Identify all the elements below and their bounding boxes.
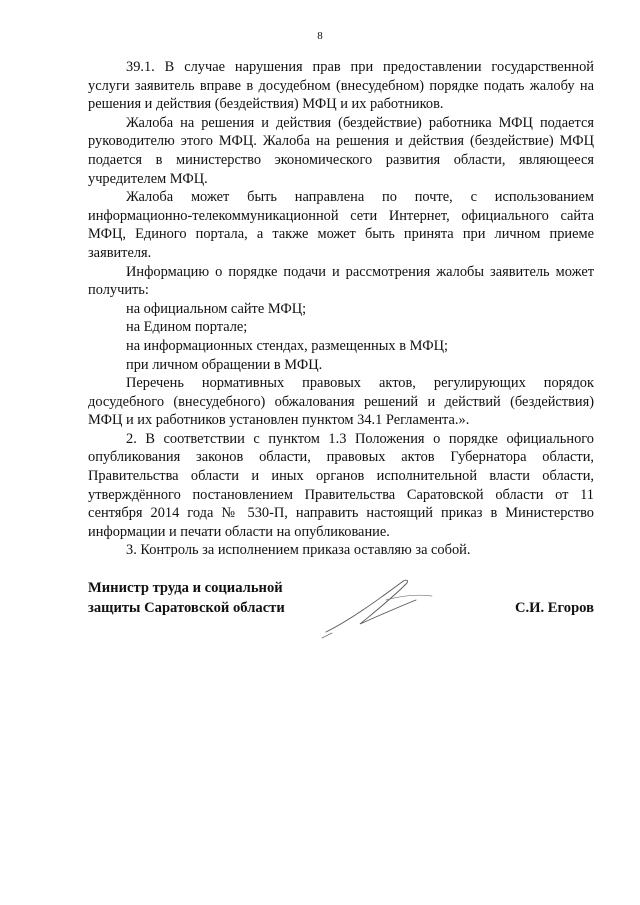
paragraph-39-1: 39.1. В случае нарушения прав при предоставлении государственной услуги заявитель вправе в досудебном (внесудебном) порядке подать жалобу на решения и действия (бездействия) МФЦ и их работников. (88, 59, 594, 113)
signatory-title (88, 578, 285, 618)
paragraph-control: 3. Контроль за исполнением приказа оставляю за собой. (126, 542, 471, 559)
signatory-title-line-1: Министр труда и социальной (88, 580, 283, 596)
paragraph-complaint-channels: Жалоба может быть направлена по почте, с использованием информационно-телекоммуникационной сети Интернет, официального сайта МФЦ, Единого портала, а также может быть принята при личном приеме заявителя. (88, 189, 594, 261)
list-item-official-site: на официальном сайте МФЦ; (126, 300, 307, 317)
paragraph-normative-acts: Перечень нормативных правовых актов, регулирующих порядок досудебного (внесудебного) обжалования решений и действий (бездействия) МФЦ и их работников установлен пунктом 34.1 Регламента.». (88, 375, 594, 429)
list-item-personal-visit: при личном обращении в МФЦ. (126, 356, 323, 373)
list-item-info-stands: на информационных стендах, размещенных в МФЦ; (126, 337, 448, 354)
paragraph-publication-order: 2. В соответствии с пунктом 1.3 Положения о порядке официального опубликования законов области, правовых актов Губернатора области, Правительства области и иных органов исполнительной власти области, утверждённого постановлением Правительства Саратовской области от 11 сентября 2014 года № 530-П, направить настоящий приказ в Министерство информации и печати области на опубликование. (88, 430, 594, 540)
list-item-unified-portal: на Едином портале; (126, 319, 248, 336)
paragraph-complaint-employee: Жалоба на решения и действия (бездействие) работника МФЦ подается руководителю этого МФЦ. Жалоба на решения и действия (бездействие) МФЦ подается в министерство экономического развития области, являющееся учредителем МФЦ. (88, 114, 594, 187)
document-body (88, 58, 594, 560)
signatory-name: С.И. Егоров (514, 600, 594, 616)
paragraph-info-intro: Информацию о порядке подачи и рассмотрения жалобы заявитель может получить: (88, 263, 594, 299)
handwritten-signature (320, 570, 440, 640)
page-number: 8 (317, 30, 323, 42)
signatory-title-line-2: защиты Саратовской области (88, 600, 285, 616)
